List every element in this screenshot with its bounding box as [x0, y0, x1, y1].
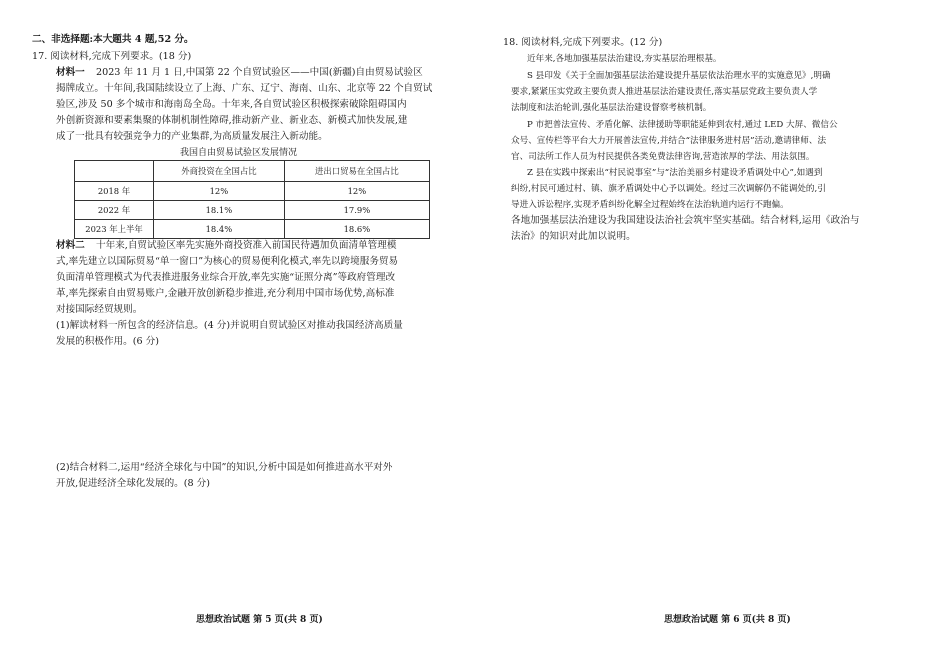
material-line: 导进入诉讼程序,实现矛盾纠纷化解全过程始终在法治轨道内运行不跑偏。 [511, 200, 789, 210]
table-caption: 我国自由贸易试验区发展情况 [180, 148, 298, 158]
table-header-cell: 进出口贸易在全国占比 [284, 161, 429, 182]
subquestion-1-line: 发展的积极作用。(6 分) [56, 336, 159, 347]
question-prompt-line: 各地加强基层法治建设为我国建设法治社会筑牢坚实基础。结合材料,运用《政治与 [511, 215, 860, 226]
material-1-line: 2023 年 11 月 1 日,中国第 22 个自贸试验区——中国(新疆)自由贸易试验区 [96, 67, 423, 78]
material-2-line: 负面清单管理模式为代表推进服务业综合开放,率先实施“证照分离”等政府管理改 [56, 272, 396, 283]
subquestion-1-line: (1)解读材料一所包含的经济信息。(4 分)并说明自贸试验区对推动我国经济高质量 [56, 320, 403, 331]
table-cell: 2023 年上半年 [75, 220, 154, 239]
material-line: 官、司法所工作人员为村民提供各类免费法律咨询,营造浓厚的学法、用法氛围。 [511, 152, 815, 162]
material-2-label: 材料二 [56, 240, 85, 251]
table-cell: 12% [284, 182, 429, 201]
material-line: 法制度和法治轮训,强化基层法治建设督察考核机制。 [511, 103, 712, 113]
table-cell: 17.9% [284, 201, 429, 220]
material-1-line: 验区,涉及 50 多个城市和海南岛全岛。十年来,各自贸试验区积极探索破除阻碍国内 [56, 99, 407, 110]
material-line: 众号、宣传栏等平台大力开展普法宣传,并结合“法律服务进村居”活动,邀请律师、法 [511, 136, 827, 146]
material-1-label: 材料一 [56, 67, 85, 78]
question-18-title: 18. 阅读材料,完成下列要求。(12 分) [503, 37, 663, 48]
table-cell: 2018 年 [75, 182, 154, 201]
material-1-line: 成了一批具有较强竞争力的产业集群,为高质量发展注入新动能。 [56, 131, 328, 142]
question-17-title: 17. 阅读材料,完成下列要求。(18 分) [32, 51, 192, 62]
page-footer-right: 思想政治试题 第 6 页(共 8 页) [664, 615, 791, 625]
page-footer-left: 思想政治试题 第 5 页(共 8 页) [196, 615, 323, 625]
table-cell: 18.1% [154, 201, 285, 220]
trade-zone-table [74, 160, 430, 239]
material-1-line: 外创新资源和要素集聚的体制机制性障碍,推动新产业、新业态、新模式加快发展,建 [56, 115, 408, 126]
material-line: 要求,紧紧压实党政主要负责人推进基层法治建设责任,落实基层党政主要负责人学 [511, 87, 818, 97]
material-line: 纠纷,村民可通过村、镇、旗矛盾调处中心予以调处。经过三次调解仍不能调处的,引 [511, 184, 826, 194]
table-row [75, 201, 430, 220]
subquestion-2-line: (2)结合材料二,运用“经济全球化与中国”的知识,分析中国是如何推进高水平对外 [56, 462, 393, 473]
material-1-line: 揭牌成立。十年间,我国陆续设立了上海、广东、辽宁、海南、山东、北京等 22 个自贸试 [56, 83, 433, 94]
table-cell: 18.6% [284, 220, 429, 239]
table-cell: 2022 年 [75, 201, 154, 220]
material-line: S 县印发《关于全面加强基层法治建设提升基层依法治理水平的实施意见》,明确 [527, 71, 831, 81]
section-heading: 二、非选择题:本大题共 4 题,52 分。 [32, 34, 194, 45]
material-line: 近年来,各地加强基层法治建设,夯实基层治理根基。 [527, 54, 722, 64]
material-2-line: 十年来,自贸试验区率先实施外商投资准入前国民待遇加负面清单管理模 [96, 240, 397, 251]
table-header-cell [75, 161, 154, 182]
table-cell: 18.4% [154, 220, 285, 239]
material-2-line: 革,率先探索自由贸易账户,金融开放创新稳步推进,充分利用中国市场优势,高标准 [56, 288, 395, 299]
table-header-row [75, 161, 430, 182]
material-2-line: 式,率先建立以国际贸易“单一窗口”为核心的贸易便利化模式,率先以跨境服务贸易 [56, 256, 399, 267]
table-cell: 12% [154, 182, 285, 201]
table-row [75, 220, 430, 239]
table-header-cell: 外商投资在全国占比 [154, 161, 285, 182]
subquestion-2-line: 开放,促进经济全球化发展的。(8 分) [56, 478, 211, 489]
material-line: Z 县在实践中探索出“村民说事室”与“法治美丽乡村建设矛盾调处中心”,如遇到 [527, 168, 823, 178]
material-line: P 市把普法宣传、矛盾化解、法律援助等职能延伸到农村,通过 LED 大屏、微信公 [527, 120, 838, 130]
table-row [75, 182, 430, 201]
material-2-line: 对接国际经贸规则。 [56, 304, 143, 315]
question-prompt-line: 法治》的知识对此加以说明。 [511, 231, 636, 242]
